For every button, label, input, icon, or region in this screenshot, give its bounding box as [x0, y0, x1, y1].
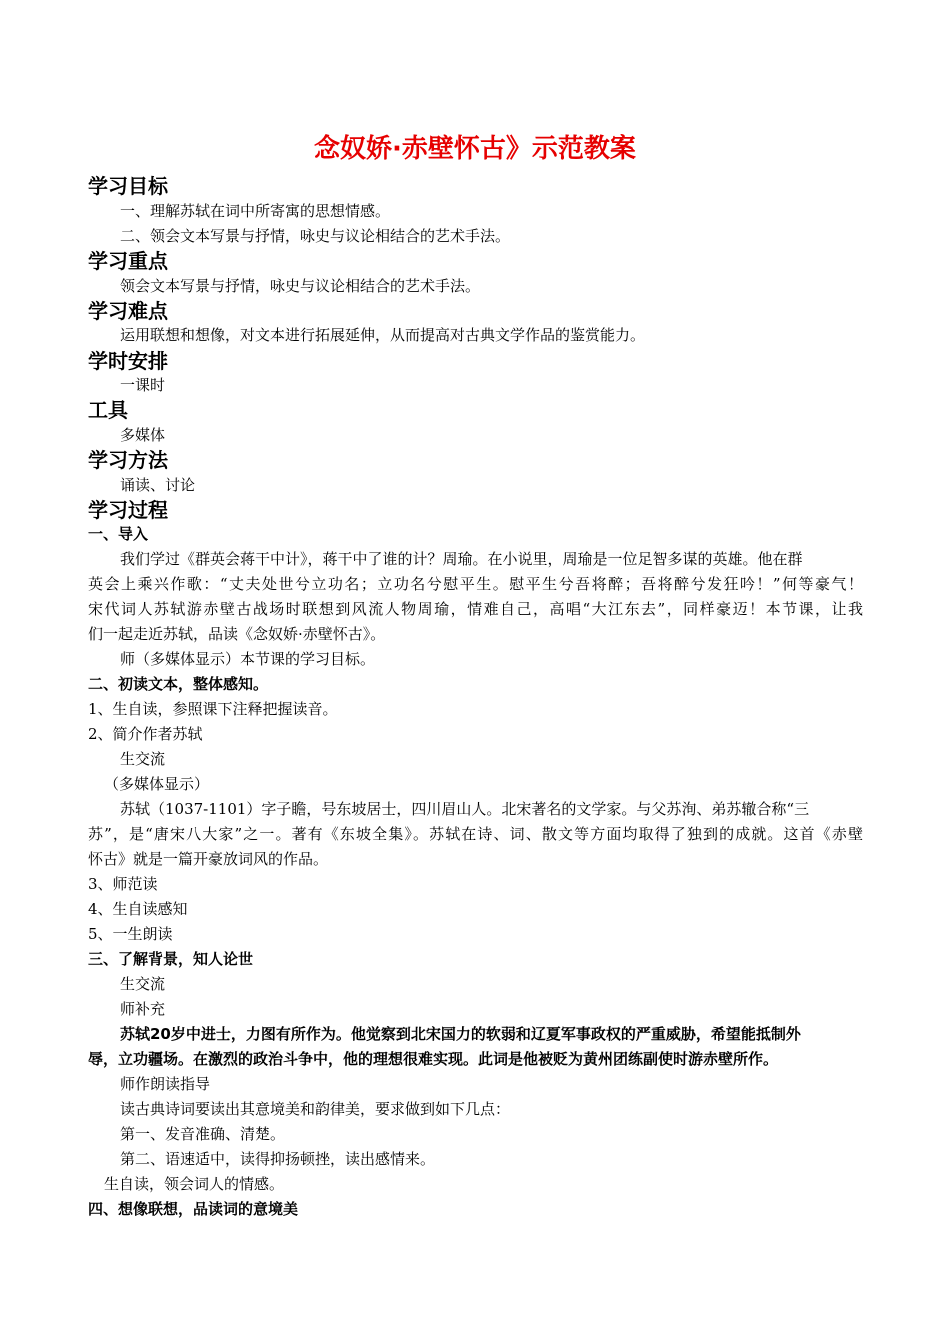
- step-subitem: 师作朗读指导: [120, 1075, 211, 1093]
- step-subitem: 生自读，领会词人的情感。: [104, 1175, 285, 1193]
- step-subitem: 师补充: [120, 1000, 166, 1018]
- step-subitem: 生交流: [120, 975, 166, 993]
- paragraph-line: 怀古》就是一篇开豪放词风的作品。: [88, 850, 329, 868]
- page-title: 念奴娇·赤壁怀古》示范教案: [314, 134, 636, 164]
- heading-methods: 学习方法: [88, 448, 168, 472]
- step-subitem: 第二、语速适中，读得抑扬顿挫，读出感情来。: [120, 1150, 436, 1168]
- difficulties-text: 运用联想和想像，对文本进行拓展延伸，从而提高对古典文学作品的鉴赏能力。: [120, 326, 646, 344]
- bold-paragraph-line: 辱，立功疆场。在激烈的政治斗争中，他的理想很难实现。此词是他被贬为黄州团练副使时游赤壁所作。: [88, 1050, 779, 1068]
- paragraph-line: 宋代词人苏轼游赤壁古战场时联想到风流人物周瑜，情难自己，高唱“大江东去”，同样豪迈！本节课，让我: [88, 600, 863, 618]
- step-subitem: （多媒体显示）: [104, 775, 210, 793]
- bold-paragraph-line: 苏轼20岁中进士，力图有所作为。他觉察到北宋国力的软弱和辽夏军事政权的严重威胁，希望能抵制外: [120, 1025, 801, 1043]
- step-subitem: 读古典诗词要读出其意境美和韵律美，要求做到如下几点：: [120, 1100, 511, 1118]
- schedule-text: 一课时: [120, 376, 166, 394]
- step-item: 2、简介作者苏轼: [88, 725, 203, 743]
- part2-heading: 二、初读文本，整体感知。: [88, 675, 269, 693]
- heading-key-points: 学习重点: [88, 249, 168, 273]
- tools-text: 多媒体: [120, 426, 166, 444]
- paragraph-line: 苏轼（1037-1101）字子瞻，号东坡居士，四川眉山人。北宋著名的文学家。与父苏洵、弟苏辙合称“三: [120, 800, 810, 818]
- objective-item: 二、领会文本写景与抒情，咏史与议论相结合的艺术手法。: [120, 227, 511, 245]
- heading-objectives: 学习目标: [88, 174, 168, 198]
- methods-text: 诵读、讨论: [120, 476, 196, 494]
- heading-schedule: 学时安排: [88, 349, 168, 373]
- paragraph-line: 师（多媒体显示）本节课的学习目标。: [120, 650, 376, 668]
- paragraph-line: 苏”，是“唐宋八大家”之一。著有《东坡全集》。苏轼在诗、词、散文等方面均取得了独到的成就。这首《赤壁: [88, 825, 863, 843]
- step-item: 4、生自读感知: [88, 900, 188, 918]
- step-item: 3、师范读: [88, 875, 158, 893]
- step-subitem: 生交流: [120, 750, 166, 768]
- step-subitem: 第一、发音准确、清楚。: [120, 1125, 286, 1143]
- paragraph-line: 英会上乘兴作歌：“丈夫处世兮立功名；立功名兮慰平生。慰平生兮吾将醉；吾将醉兮发狂吟！”何等豪气！: [88, 575, 863, 593]
- step-item: 5、一生朗读: [88, 925, 173, 943]
- part4-heading: 四、想像联想，品读词的意境美: [88, 1200, 299, 1218]
- heading-tools: 工具: [88, 398, 128, 422]
- paragraph-line: 们一起走近苏轼，品读《念奴娇·赤壁怀古》。: [88, 625, 386, 643]
- step-item: 1、生自读，参照课下注释把握读音。: [88, 700, 338, 718]
- heading-difficulties: 学习难点: [88, 299, 168, 323]
- part1-heading: 一、导入: [88, 525, 149, 543]
- part3-heading: 三、了解背景，知人论世: [88, 950, 254, 968]
- key-points-text: 领会文本写景与抒情，咏史与议论相结合的艺术手法。: [120, 277, 481, 295]
- heading-process: 学习过程: [88, 498, 168, 522]
- paragraph-line: 我们学过《群英会蒋干中计》，蒋干中了谁的计？周瑜。在小说里，周瑜是一位足智多谋的英雄。他在群: [120, 550, 803, 568]
- objective-item: 一、理解苏轼在词中所寄寓的思想情感。: [120, 202, 391, 220]
